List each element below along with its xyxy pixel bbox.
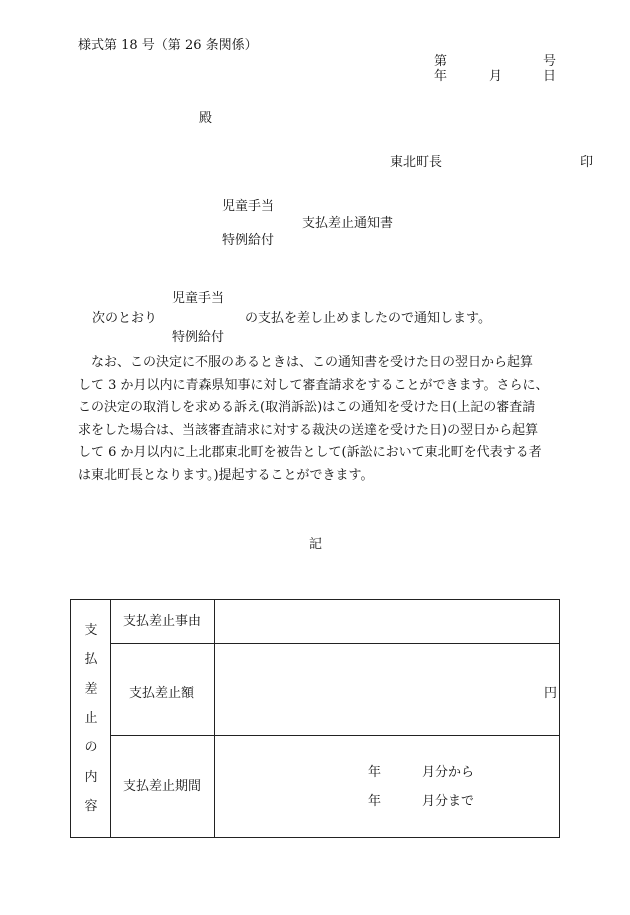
side-label-char: 容 bbox=[84, 798, 98, 814]
document-title: 支払差止通知書 bbox=[302, 216, 394, 231]
reason-label: 支払差止事由 bbox=[123, 614, 202, 629]
number-dai: 第 bbox=[434, 54, 448, 69]
side-label bbox=[71, 600, 111, 837]
title-option-2: 特例給付 bbox=[222, 233, 275, 248]
side-label-char: 止 bbox=[84, 710, 98, 726]
number-go: 号 bbox=[543, 54, 557, 69]
amount-unit: 円 bbox=[544, 686, 558, 701]
reason-value bbox=[215, 600, 559, 643]
ki-heading: 記 bbox=[309, 537, 323, 552]
period-label: 支払差止期間 bbox=[123, 779, 202, 794]
period-from-year: 年 bbox=[368, 765, 382, 780]
form-number: 様式第 18 号（第 26 条関係） bbox=[78, 38, 258, 53]
seal-mark: 印 bbox=[580, 155, 594, 170]
period-to-month: 月分まで bbox=[422, 794, 475, 809]
table-divider bbox=[110, 735, 559, 736]
date-month: 月 bbox=[489, 69, 503, 84]
side-label-char: 支 bbox=[84, 623, 98, 638]
side-label-char: 内 bbox=[84, 769, 98, 785]
period-to-year: 年 bbox=[368, 794, 382, 809]
paragraph-line: この決定の取消しを求める訴え(取消訴訟)はこの通知を受けた日(上記の審査請 bbox=[78, 400, 536, 415]
period-from-month: 月分から bbox=[422, 765, 475, 780]
side-label-char: 差 bbox=[84, 681, 98, 697]
date-day: 日 bbox=[543, 69, 557, 84]
side-label-char: 払 bbox=[84, 652, 98, 668]
details-table bbox=[70, 599, 560, 838]
paragraph-line: して 3 か月以内に青森県知事に対して審査請求をすることができます。さらに、 bbox=[78, 377, 549, 393]
amount-label: 支払差止額 bbox=[129, 686, 195, 701]
body-tail: の支払を差し止めましたので通知します。 bbox=[245, 311, 491, 326]
table-divider bbox=[110, 643, 559, 644]
notice-paragraph bbox=[78, 352, 558, 487]
date-year: 年 bbox=[434, 69, 448, 84]
body-lead: 次のとおり bbox=[92, 311, 158, 326]
title-option-1: 児童手当 bbox=[222, 199, 275, 214]
paragraph-line: は東北町長となります。)提起することができます。 bbox=[78, 467, 374, 483]
body-option-2: 特例給付 bbox=[172, 330, 225, 345]
paragraph-line: して 6 か月以内に上北郡東北町を被告として(訴訟において東北町を代表する者 bbox=[78, 445, 542, 460]
body-option-1: 児童手当 bbox=[172, 291, 225, 306]
side-label-char: の bbox=[84, 740, 98, 756]
sender-title: 東北町長 bbox=[390, 155, 443, 170]
paragraph-line: 求をした場合は、当該審査請求に対する裁決の送達を受けた日)の翌日から起算 bbox=[78, 422, 539, 438]
addressee-suffix: 殿 bbox=[199, 111, 213, 126]
paragraph-line: なお、この決定に不服のあるときは、この通知書を受けた日の翌日から起算 bbox=[78, 355, 534, 370]
